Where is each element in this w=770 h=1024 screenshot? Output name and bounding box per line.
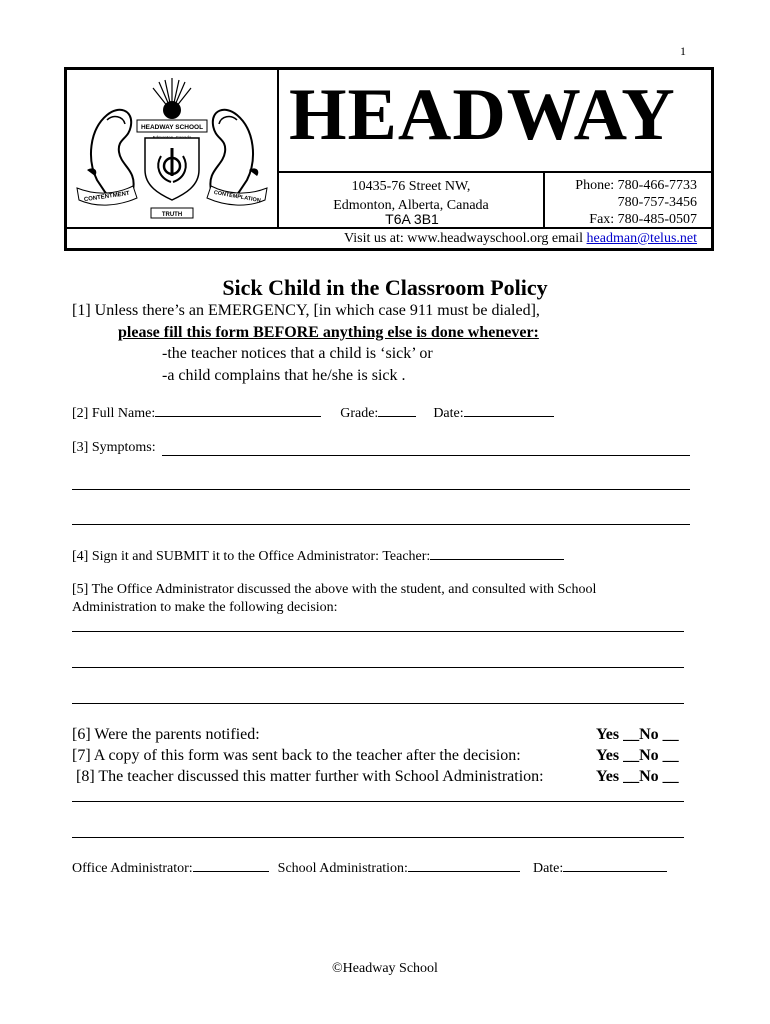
symptoms-field-line-1[interactable] — [162, 455, 690, 456]
postal-code: T6A 3B1 — [385, 211, 439, 227]
office-admin-label: Office Administrator: — [72, 861, 193, 876]
discussion-field-line-2[interactable] — [72, 837, 684, 838]
item-6-yes-no[interactable]: Yes __No __ — [596, 726, 679, 743]
logo-motto-bottom: TRUTH — [161, 212, 183, 218]
school-admin-label: School Administration: — [277, 861, 408, 876]
school-crest-logo — [67, 70, 279, 229]
discussion-field-line-1[interactable] — [72, 801, 684, 802]
item-5-line-1: [5] The Office Administrator discussed the above with the student, and consulted with School — [72, 582, 597, 597]
item-8-label: [8] The teacher discussed this matter further with School Administration: — [76, 768, 544, 785]
email-link[interactable]: headman@telus.net — [586, 231, 697, 246]
school-name-cell — [279, 70, 711, 173]
item-1-condition-2: -a child complains that he/she is sick . — [162, 367, 406, 384]
full-name-field[interactable] — [155, 403, 321, 417]
decision-field-line-2[interactable] — [72, 667, 684, 668]
item-7-yes-no[interactable]: Yes __No __ — [596, 747, 679, 764]
policy-title: Sick Child in the Classroom Policy — [222, 275, 548, 300]
full-name-label: [2] Full Name: — [72, 406, 156, 421]
website-text: Visit us at: www.headwayschool.org email — [343, 231, 584, 246]
school-name: HEADWAY — [289, 74, 676, 156]
symptoms-field-line-3[interactable] — [72, 524, 690, 525]
item-6-label: [6] Were the parents notified: — [72, 726, 260, 743]
decision-field-line-1[interactable] — [72, 631, 684, 632]
office-admin-field[interactable] — [193, 858, 269, 872]
website-row — [279, 229, 711, 248]
grade-field[interactable] — [378, 403, 416, 417]
page-number: 1 — [680, 44, 686, 58]
fax: Fax: 780-485-0507 — [589, 212, 697, 227]
crest-icon — [67, 70, 277, 227]
contact-block — [545, 173, 711, 229]
signature-row — [72, 858, 667, 877]
address-line-1: 10435-76 Street NW, — [351, 179, 471, 194]
phone-2: 780-757-3456 — [617, 195, 697, 210]
date-label: Date: — [433, 406, 464, 421]
decision-field-line-3[interactable] — [72, 703, 684, 704]
letterhead — [64, 67, 714, 251]
address-line-2: Edmonton, Alberta, Canada — [333, 198, 489, 213]
item-1-condition-1: -the teacher notices that a child is ‘sick’ or — [162, 345, 433, 362]
teacher-signature-field[interactable] — [430, 546, 564, 560]
signature-date-label: Date: — [532, 861, 564, 876]
item-5-line-2: Administration to make the following decision: — [72, 600, 338, 615]
logo-banner-text: HEADWAY SCHOOL — [140, 124, 204, 131]
item-2-row — [72, 403, 554, 422]
logo-motto-right: CONTEMPLATION — [213, 189, 262, 205]
item-4-row — [72, 546, 564, 565]
logo-motto-left: CONTENTMENT — [83, 190, 131, 204]
item-7-label: [7] A copy of this form was sent back to the teacher after the decision: — [72, 747, 521, 764]
phone: Phone: 780-466-7733 — [575, 178, 697, 193]
item-8-yes-no[interactable]: Yes __No __ — [596, 768, 679, 785]
school-admin-field[interactable] — [408, 858, 520, 872]
signature-date-field[interactable] — [563, 858, 667, 872]
footer-copyright: ©Headway School — [332, 961, 438, 976]
symptoms-label: [3] Symptoms: — [72, 440, 156, 455]
item-1-instruction: please fill this form BEFORE anything else is done whenever: — [118, 324, 539, 341]
item-4-label: [4] Sign it and SUBMIT it to the Office Administrator: Teacher: — [72, 549, 431, 564]
symptoms-field-line-2[interactable] — [72, 489, 690, 490]
item-1-text: [1] Unless there’s an EMERGENCY, [in which case 911 must be dialed], — [72, 302, 540, 319]
date-field[interactable] — [464, 403, 554, 417]
grade-label: Grade: — [340, 406, 379, 421]
